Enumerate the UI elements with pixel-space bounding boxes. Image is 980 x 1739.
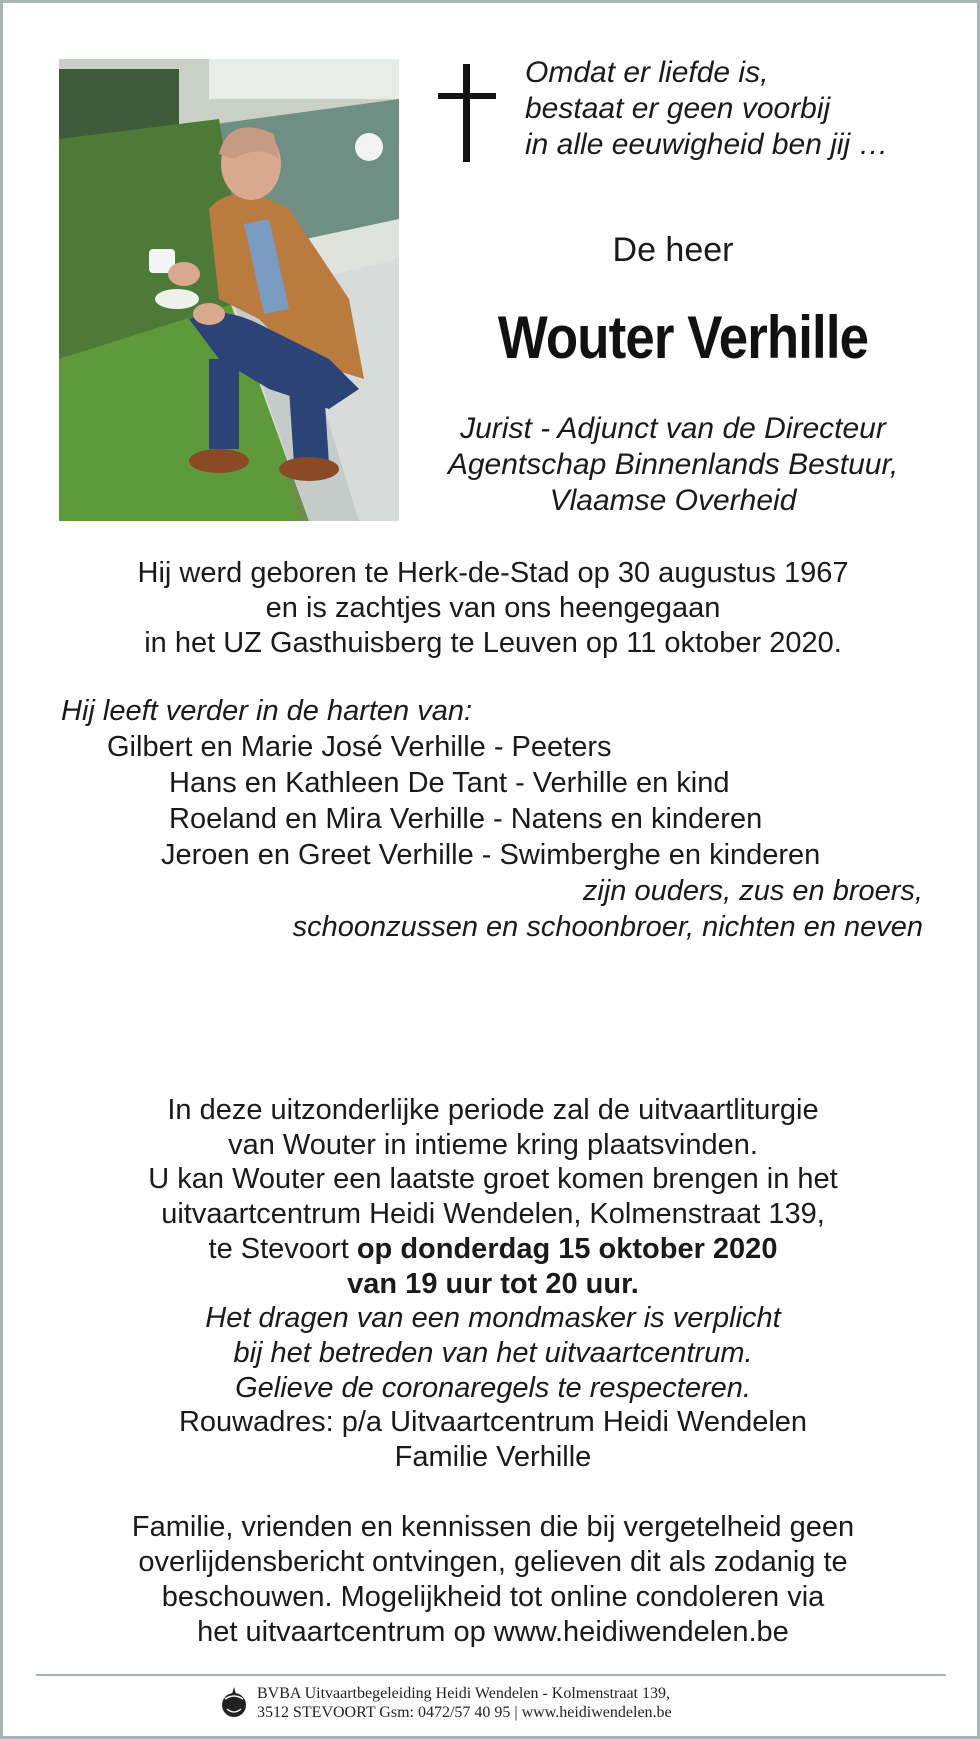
footer-line: BVBA Uitvaartbegeleiding Heidi Wendelen - Kolmenstraat 139, bbox=[257, 1685, 670, 1702]
funeral-home-logo-icon bbox=[219, 1685, 249, 1721]
salutation: De heer bbox=[612, 231, 734, 269]
notice-line: Familie, vrienden en kennissen die bij vergetelheid geen bbox=[131, 1511, 855, 1543]
visit-date: op donderdag 15 oktober 2020 bbox=[356, 1233, 778, 1265]
survivors-intro: Hij leeft verder in de harten van: bbox=[61, 695, 473, 727]
mourning-address bbox=[43, 1405, 943, 1475]
mask-line: bij het betreden van het uitvaartcentrum. bbox=[233, 1337, 753, 1369]
visit-line: uitvaartcentrum Heidi Wendelen, Kolmenstraat 139, bbox=[161, 1198, 825, 1230]
poem-line: bestaat er geen voorbij bbox=[525, 92, 831, 125]
birth-line: en is zachtjes van ons heengegaan bbox=[265, 592, 721, 624]
survivor-sibling: Hans en Kathleen De Tant - Verhille en kind bbox=[169, 767, 730, 799]
portrait-illustration bbox=[59, 59, 399, 521]
mask-line: Het dragen van een mondmasker is verplicht bbox=[205, 1302, 781, 1334]
survivor-relation: schoonzussen en schoonbroer, nichten en neven bbox=[292, 911, 923, 943]
poem-line: in alle eeuwigheid ben jij … bbox=[525, 128, 889, 161]
visit-line bbox=[43, 1232, 943, 1267]
liturgy-line: van Wouter in intieme kring plaatsvinden. bbox=[228, 1129, 758, 1161]
footer-divider bbox=[36, 1674, 946, 1676]
role-line: Agentschap Binnenlands Bestuur, bbox=[447, 448, 899, 481]
mask-line: Gelieve de coronaregels te respecteren. bbox=[235, 1372, 751, 1404]
address-line: Familie Verhille bbox=[394, 1441, 592, 1473]
survivor-sibling: Roeland en Mira Verhille - Natens en kinderen bbox=[169, 803, 763, 835]
visit-time: van 19 uur tot 20 uur. bbox=[347, 1268, 639, 1300]
birth-death-info bbox=[43, 556, 943, 661]
visitation-info bbox=[43, 1162, 943, 1302]
birth-line: in het UZ Gasthuisberg te Leuven op 11 oktober 2020. bbox=[144, 627, 842, 659]
survivor-sibling: Jeroen en Greet Verhille - Swimberghe en kinderen bbox=[161, 839, 821, 871]
liturgy-info bbox=[43, 1093, 943, 1163]
role-line: Jurist - Adjunct van de Directeur bbox=[460, 412, 886, 445]
mask-notice bbox=[43, 1301, 943, 1406]
footer-line: 3512 STEVOORT Gsm: 0472/57 40 95 | www.heidiwendelen.be bbox=[257, 1704, 672, 1721]
notice-line: het uitvaartcentrum op www.heidiwendelen.be bbox=[197, 1616, 789, 1648]
visit-location: te Stevoort bbox=[208, 1233, 357, 1265]
poem bbox=[525, 55, 889, 163]
cross-icon bbox=[438, 64, 496, 162]
poem-line: Omdat er liefde is, bbox=[525, 56, 769, 89]
notice-line: overlijdensbericht ontvingen, gelieven dit als zodanig te bbox=[138, 1546, 848, 1578]
portrait-photo bbox=[59, 59, 399, 521]
role-description bbox=[423, 411, 923, 519]
survivor-relation: zijn ouders, zus en broers, bbox=[582, 875, 923, 907]
notice-line: beschouwen. Mogelijkheid tot online condoleren via bbox=[161, 1581, 825, 1613]
birth-line: Hij werd geboren te Herk-de-Stad op 30 augustus 1967 bbox=[137, 557, 849, 589]
liturgy-line: In deze uitzonderlijke periode zal de uitvaartliturgie bbox=[167, 1094, 819, 1126]
condolence-notice bbox=[43, 1510, 943, 1650]
survivors-list bbox=[61, 693, 941, 945]
deceased-name: Wouter Verhille bbox=[497, 304, 869, 371]
survivor-parents: Gilbert en Marie José Verhille - Peeters bbox=[107, 731, 612, 763]
visit-line: U kan Wouter een laatste groet komen brengen in het bbox=[148, 1163, 838, 1195]
address-line: Rouwadres: p/a Uitvaartcentrum Heidi Wendelen bbox=[178, 1406, 808, 1438]
footer-contact bbox=[257, 1684, 672, 1722]
role-line: Vlaamse Overheid bbox=[549, 484, 797, 517]
